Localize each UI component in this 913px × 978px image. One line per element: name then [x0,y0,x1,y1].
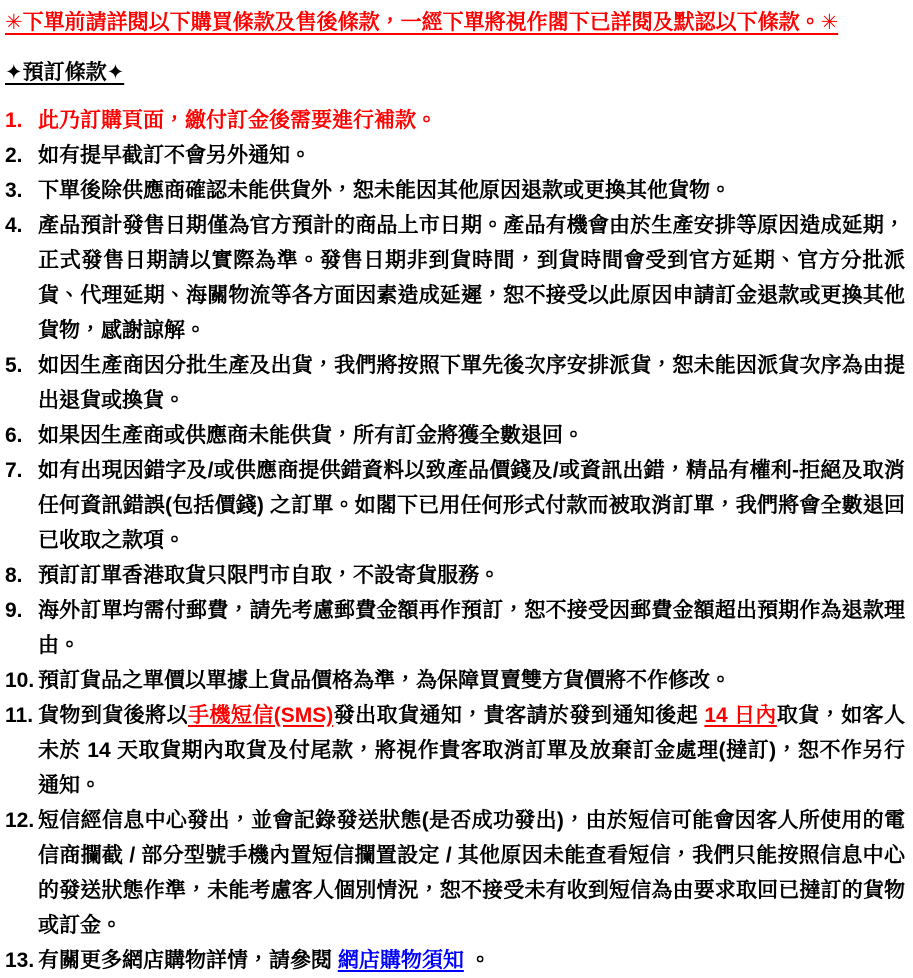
term-text: 預訂貨品之單價以單據上貨品價格為準，為保障買賣雙方貨價將不作修改。 [38,669,731,692]
term-number: 2. [5,144,23,167]
term-item-12 [5,803,905,943]
term-text: 如有提早截訂不會另外通知。 [38,144,311,167]
term-text: 海外訂單均需付郵費，請先考慮郵費金額再作預訂，恕不接受因郵費金額超出預期作為退款理由。 [38,599,905,657]
preorder-terms-document [5,9,905,978]
term-item-11 [5,698,905,803]
term-item-7 [5,453,905,558]
term-item-5 [5,348,905,418]
sms-emphasis: 手機短信(SMS) [188,704,334,727]
top-notice-banner: ✳下單前請詳閱以下購買條款及售後條款，一經下單將視作閣下已詳閱及默認以下條款。✳ [5,11,839,34]
term-number: 8. [5,564,23,587]
term-item-4 [5,208,905,348]
term-number: 5. [5,354,23,377]
section-title-text: ✦預訂條款✦ [5,61,125,84]
term-text: 下單後除供應商確認未能供貨外，恕未能因其他原因退款或更換其他貨物。 [38,179,731,202]
term-text: 產品預計發售日期僅為官方預計的商品上市日期。產品有機會由於生產安排等原因造成延期，正式發售日期請以實際為準。發售日期非到貨時間，到貨時間會受到官方延期、官方分批派貨、代理延期、海關物流等各方面因素造成延遲，恕不接受以此原因申請訂金退款或更換其他貨物，感謝諒解。 [38,214,905,342]
term-item-6 [5,418,905,453]
store-shopping-notice-link[interactable]: 網店購物須知 [337,949,464,972]
term-text-segment: 貨物到貨後將以 [38,704,189,727]
term-number: 13. [5,949,35,972]
term-number: 6. [5,424,23,447]
term-number: 1. [5,109,23,132]
term-text-segment: 。 [463,949,491,972]
term-item-9 [5,593,905,663]
term-text [38,698,905,803]
term-number: 11. [5,704,34,727]
term-text-segment: 取貨，如客人未於 14 天取貨期內取貨及付尾款，將視作貴客取消訂單及放棄訂金處理(撻訂)，恕不作另行通知。 [38,704,905,797]
term-text: 如果因生產商或供應商未能供貨，所有訂金將獲全數退回。 [38,424,584,447]
term-number: 12. [5,809,35,832]
terms-list [5,103,905,978]
term-number: 9. [5,599,23,622]
term-item-13 [5,943,905,978]
term-text-segment: 有關更多網店購物詳情，請參閱 [38,949,338,972]
term-text: 如有出現因錯字及/或供應商提供錯資料以致產品價錢及/或資訊出錯，精品有權利-拒絕及取消任何資訊錯誤(包括價錢) 之訂單。如閣下已用任何形式付款而被取消訂單，我們將會全數退回已收取之款項。 [38,459,905,552]
term-text-segment: 發出取貨通知，貴客請於發到通知後起 [333,704,705,727]
term-number: 3. [5,179,23,202]
term-item-10 [5,663,905,698]
section-title [5,60,905,86]
term-item-1 [5,103,905,138]
term-item-8 [5,558,905,593]
term-number: 4. [5,214,23,237]
term-item-3 [5,173,905,208]
term-number: 7. [5,459,23,482]
term-number: 10. [5,669,35,692]
term-text: 此乃訂購頁面，繳付訂金後需要進行補款。 [38,109,437,132]
term-text [38,943,905,978]
term-text: 短信經信息中心發出，並會記錄發送狀態(是否成功發出)，由於短信可能會因客人所使用的電信商攔截 / 部分型號手機內置短信攔置設定 / 其他原因未能查看短信，我們只能按照信息中心的發送狀態作準，未能考慮客人個別情況，恕不接受未有收到短信為由要求取回已撻訂的貨物或訂金。 [38,809,905,937]
term-text: 預訂訂單香港取貨只限門市自取，不設寄貨服務。 [38,564,500,587]
pickup-deadline-emphasis: 14 日內 [704,704,777,727]
term-item-2 [5,138,905,173]
term-text: 如因生產商因分批生產及出貨，我們將按照下單先後次序安排派貨，恕未能因派貨次序為由提出退貨或換貨。 [38,354,905,412]
